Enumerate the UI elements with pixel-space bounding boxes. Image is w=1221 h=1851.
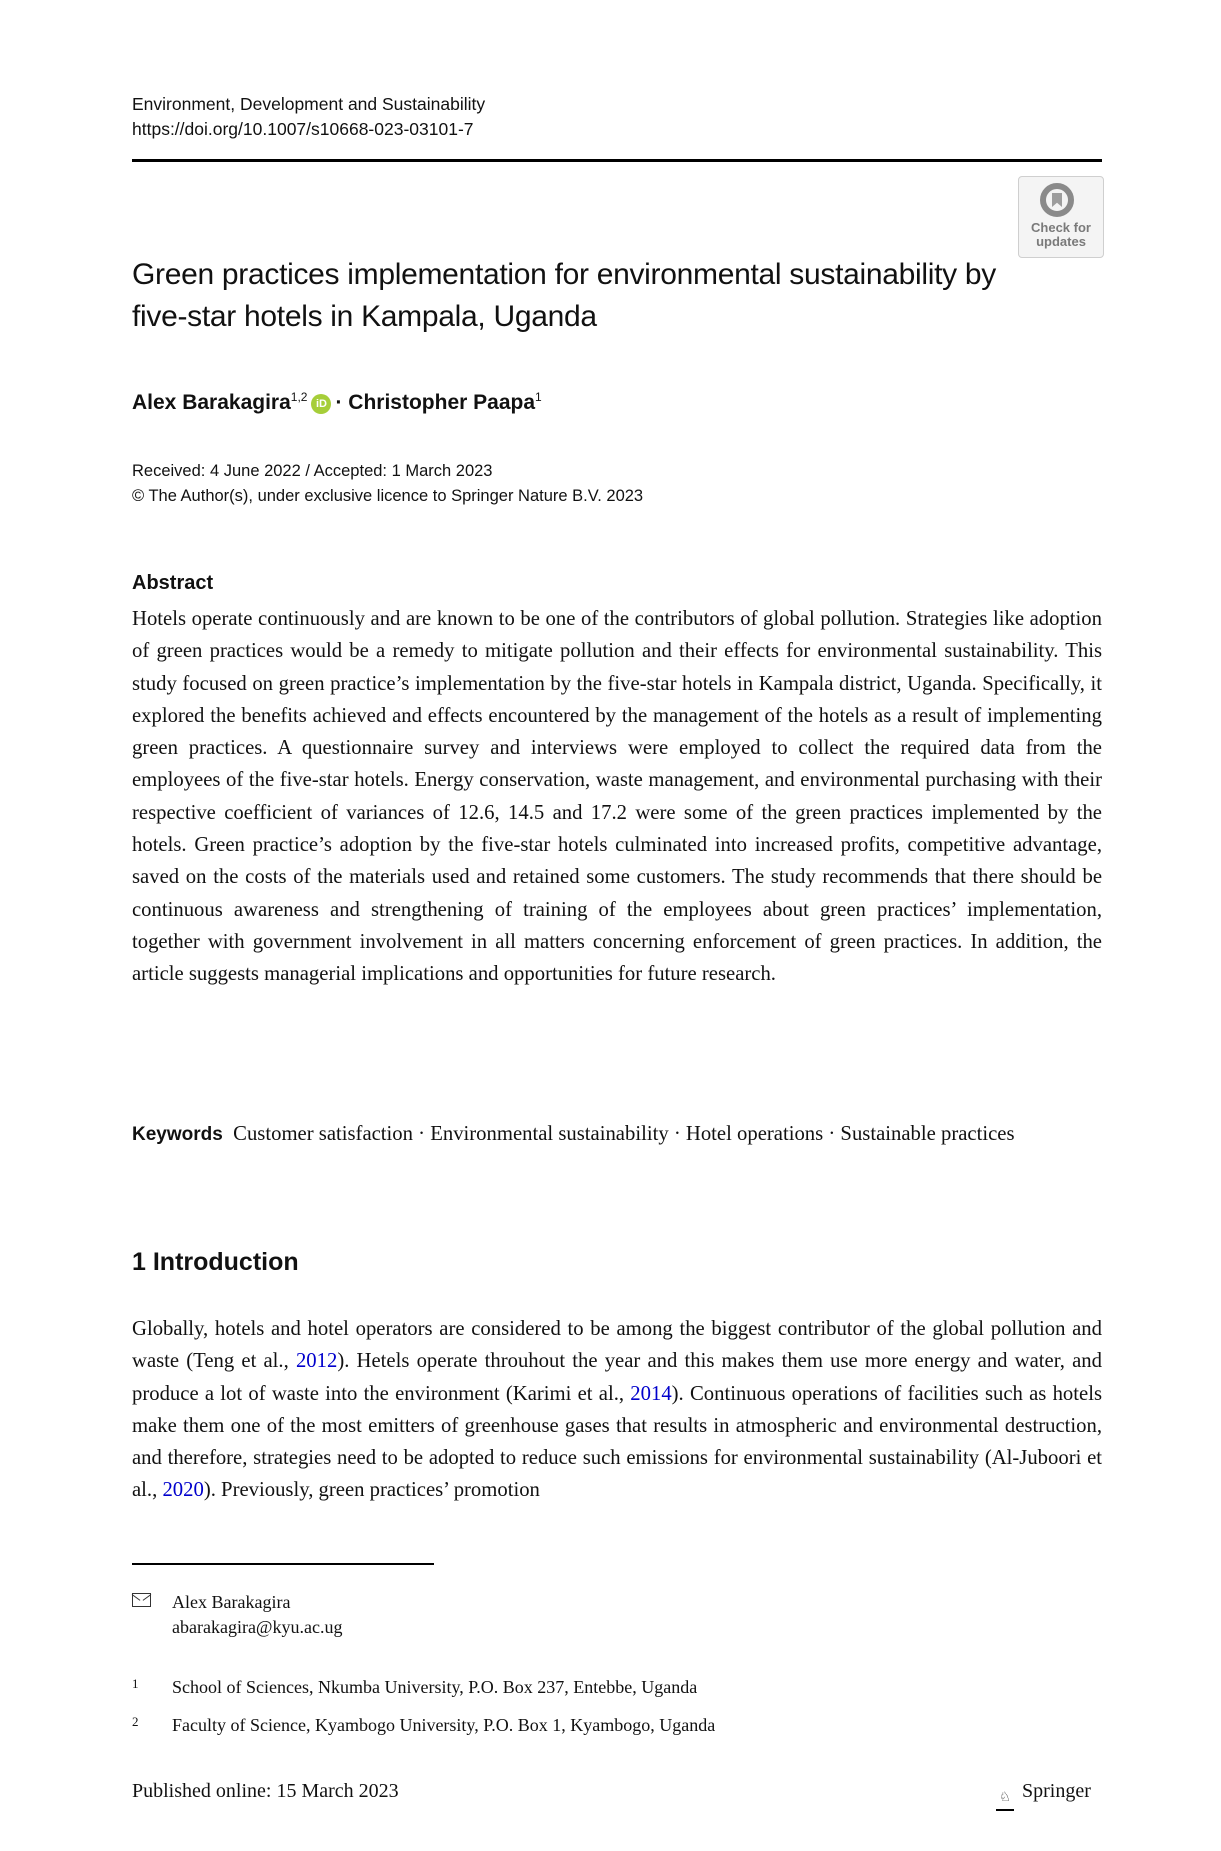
author-affil: 1 xyxy=(535,390,542,404)
author-name[interactable]: Christopher Paapa xyxy=(348,391,536,414)
publisher-name: Springer xyxy=(1022,1780,1091,1802)
author-affil: 1,2 xyxy=(290,390,308,404)
article-dates xyxy=(132,459,643,509)
author-list xyxy=(132,383,542,417)
introduction-text: Globally, hotels and hotel operators are considered to be among the biggest contributor of the global pollution and waste (Teng et al., 2012). Hetels operate throuhout the year and this makes them use more energy and water, and produce a lot of waste into the environment (Karimi et al., 2014). Continuous operations of facilities such as hotels make them one of the most emitters of greenhouse gases that results in atmospheric and environmental destruction, and therefore, strategies need to be adopted to reduce such emissions for environmental sustainability (Al-Juboori et al., 2020). Previously, green practices’ promotion xyxy=(132,1318,1102,1502)
section-heading-introduction: 1 Introduction xyxy=(132,1248,299,1276)
springer-horse-icon: ♘ xyxy=(996,1787,1014,1811)
citation-link[interactable]: 2020 xyxy=(162,1479,204,1502)
author-separator: · xyxy=(335,391,343,414)
keywords-list: Customer satisfaction · Environmental sustainability · Hotel operations · Sustainable practices xyxy=(233,1123,1015,1145)
orcid-icon[interactable]: iD xyxy=(311,394,331,414)
header-rule xyxy=(132,159,1102,162)
citation-link[interactable]: 2012 xyxy=(295,1350,338,1373)
corresponding-author xyxy=(132,1590,732,1645)
received-accepted: Received: 4 June 2022 / Accepted: 1 March 2023 xyxy=(132,462,493,480)
journal-name: Environment, Development and Sustainability xyxy=(132,94,486,114)
publisher-logo xyxy=(996,1780,1091,1811)
affiliation: 1 School of Sciences, Nkumba University, P.O. Box 237, Entebbe, Uganda xyxy=(132,1676,698,1697)
abstract-text: Hotels operate continuously and are known to be one of the contributors of global pollution. Strategies like adoption of green practices would be a remedy to mitigate pollution and their effects for environmental sustainability. This study focused on green practice’s implementation by the five-star hotels in Kampala district, Uganda. Specifically, it explored the benefits achieved and effects encountered by the management of the hotels as a result of implementing green practices. A questionnaire survey and interviews were employed to collect the required data from the employees of the five-star hotels. Energy conservation, waste management, and environmental purchasing with their respective coefficient of variances of 12.6, 14.5 and 17.2 were some of the green practices implemented by the hotels. Green practice’s adoption by the five-star hotels culminated into increased profits, competitive advantage, saved on the costs of the materials used and retained some customers. The study recommends that there should be continuous awareness and strengthening of training of the employees about green practices’ implementation, together with government involvement in all matters concerning enforcement of green practices. In addition, the article suggests managerial implications and opportunities for future research. xyxy=(132,608,1102,986)
journal-header xyxy=(132,92,485,142)
copyright: © The Author(s), under exclusive licence to Springer Nature B.V. 2023 xyxy=(132,487,644,505)
footnote-rule xyxy=(132,1563,434,1565)
keywords-label: Keywords xyxy=(132,1124,223,1145)
article-title: Green practices implementation for environmental sustainability by five-star hotels in Kampala, Uganda xyxy=(132,258,996,333)
affiliation: 2 Faculty of Science, Kyambogo University, P.O. Box 1, Kyambogo, Uganda xyxy=(132,1714,716,1735)
envelope-icon xyxy=(132,1593,151,1607)
keywords xyxy=(132,1118,1102,1151)
check-for-updates-button[interactable]: Check for updates xyxy=(1018,176,1104,258)
published-online: Published online: 15 March 2023 xyxy=(132,1780,399,1802)
citation-link[interactable]: 2014 xyxy=(630,1382,672,1405)
corresponding-email[interactable]: abarakagira@kyu.ac.ug xyxy=(172,1617,343,1637)
crossmark-icon xyxy=(1040,183,1074,217)
abstract-heading: Abstract xyxy=(132,572,214,594)
corresponding-name: Alex Barakagira xyxy=(172,1592,291,1612)
doi-link[interactable]: https://doi.org/10.1007/s10668-023-03101-7 xyxy=(132,119,474,139)
author-name[interactable]: Alex Barakagira xyxy=(132,391,291,414)
